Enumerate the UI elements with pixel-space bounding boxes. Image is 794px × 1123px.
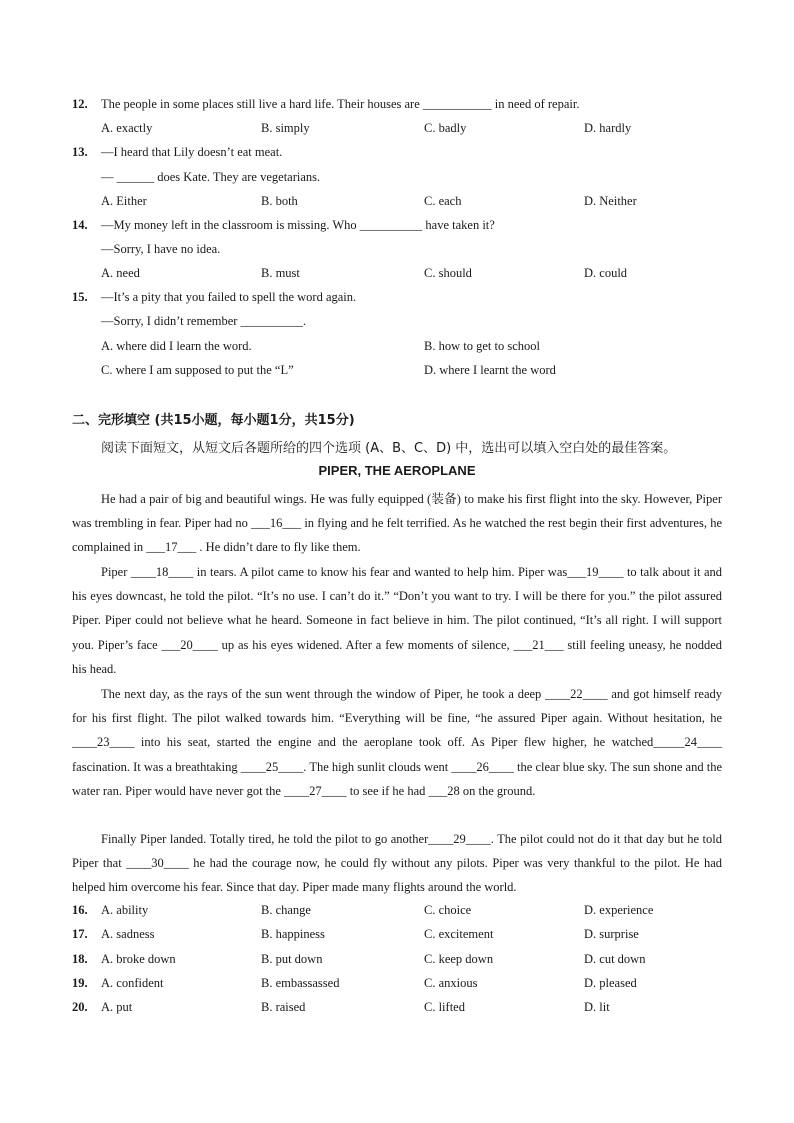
option-a[interactable]: A. where did I learn the word. xyxy=(101,339,252,353)
option-a[interactable]: A. exactly xyxy=(101,121,153,135)
option-a[interactable]: A. Either xyxy=(101,194,147,208)
option-a[interactable]: A. sadness xyxy=(101,927,155,941)
question-18-options xyxy=(72,950,732,968)
option-c[interactable]: C. excitement xyxy=(424,927,494,941)
question-17-options xyxy=(72,925,732,943)
option-b[interactable]: B. happiness xyxy=(261,927,325,941)
question-13-options xyxy=(72,192,732,210)
option-a[interactable]: A. put xyxy=(101,1000,133,1014)
question-13 xyxy=(72,143,732,161)
option-c[interactable]: C. badly xyxy=(424,121,467,135)
option-b[interactable]: B. raised xyxy=(261,1000,306,1014)
option-d[interactable]: D. pleased xyxy=(584,976,637,990)
paragraph-text: Finally Piper landed. Totally tired, he told the pilot to go another____29____. The pilot could not do it that day but he told Piper that ____30____ he had the courage now, he could fly without any pilots. Piper was very thankful to the pilot. He had helped him overcome his fear. Since that day. Piper made many flights around the world. xyxy=(72,832,722,895)
question-15-line2 xyxy=(72,312,732,330)
paragraph-text: The next day, as the rays of the sun went through the window of Piper, he took a deep ____22____ and got himself ready for his first flight. The pilot walked towards him. “Everything will be fine, “he assured Piper again. Without hesitation, he ____23____ into his seat, started the engine and the aeroplane took off. As Piper flew higher, he watched_____24____ fascination. It was a breathtaking ____25____. The high sunlit clouds went ____26____ the clear blue sky. The sun shone and the water ran. Piper would have never got the ____27____ to see if he had ___28 on the ground. xyxy=(72,687,722,798)
question-13-line2 xyxy=(72,168,732,186)
option-b[interactable]: B. how to get to school xyxy=(424,339,540,353)
question-number: 16. xyxy=(72,903,88,917)
option-c[interactable]: C. keep down xyxy=(424,952,494,966)
question-12-options xyxy=(72,119,732,137)
option-d[interactable]: D. experience xyxy=(584,903,654,917)
question-number: 13. xyxy=(72,145,88,159)
option-d[interactable]: D. where I learnt the word xyxy=(424,363,556,377)
section-heading: 二、完形填空 (共15小题，每小题1分，共15分) xyxy=(72,413,355,428)
option-c[interactable]: C. choice xyxy=(424,903,472,917)
passage-paragraph-3 xyxy=(72,682,722,803)
question-15-options-row1 xyxy=(72,337,732,355)
paragraph-text: He had a pair of big and beautiful wings. He was fully equipped (装备) to make his first flight into the sky. However, Piper was trembling in fear. Piper had no ___16___ in flying and he felt terrified. As he watched the rest begin their first adventures, he complained in ___17___ . He didn’t dare to fly like them. xyxy=(72,492,722,555)
question-20-options xyxy=(72,998,732,1016)
option-d[interactable]: D. could xyxy=(584,266,628,280)
option-a[interactable]: A. need xyxy=(101,266,140,280)
question-stem-line: —Sorry, I have no idea. xyxy=(101,242,221,256)
section-instruction: 阅读下面短文，从短文后各题所给的四个选项 (A、B、C、D) 中，选出可以填入空白处的最佳答案。 xyxy=(101,441,677,456)
option-d[interactable]: D. surprise xyxy=(584,927,639,941)
option-c[interactable]: C. each xyxy=(424,194,462,208)
option-b[interactable]: B. embassassed xyxy=(261,976,340,990)
option-c[interactable]: C. anxious xyxy=(424,976,478,990)
option-b[interactable]: B. must xyxy=(261,266,300,280)
question-19-options xyxy=(72,974,732,992)
question-15 xyxy=(72,288,732,306)
paragraph-text: Piper ____18____ in tears. A pilot came to know his fear and wanted to help him. Piper was___19____ to talk about it and his eyes downcast, he told the pilot. “It’s no use. I can’t do it.” “Don’t you want to try. I will be there for you.” the pilot assured Piper. Piper could not believe what he heard. Someone in fact believe in him. The pilot continued, “It’s all right. I will support you. Piper’s face ___20____ up as his eyes widened. After a few moments of silence, ___21___ still feeling uneasy, he nodded his head. xyxy=(72,565,722,676)
option-d[interactable]: D. Neither xyxy=(584,194,637,208)
passage-paragraph-2 xyxy=(72,560,722,681)
passage-title: PIPER, THE AEROPLANE xyxy=(318,463,476,478)
option-c[interactable]: C. lifted xyxy=(424,1000,465,1014)
option-d[interactable]: D. lit xyxy=(584,1000,610,1014)
question-stem: —It’s a pity that you failed to spell the word again. xyxy=(101,290,357,304)
question-number: 18. xyxy=(72,952,88,966)
option-b[interactable]: B. both xyxy=(261,194,298,208)
question-number: 17. xyxy=(72,927,88,941)
option-c[interactable]: C. should xyxy=(424,266,472,280)
option-c[interactable]: C. where I am supposed to put the “L” xyxy=(101,363,294,377)
passage-paragraph-4 xyxy=(72,827,722,900)
option-a[interactable]: A. confident xyxy=(101,976,164,990)
question-number: 19. xyxy=(72,976,88,990)
question-stem-line: — ______ does Kate. They are vegetarians. xyxy=(101,170,321,184)
question-number: 14. xyxy=(72,218,88,232)
question-stem: The people in some places still live a hard life. Their houses are ___________ in need of repair. xyxy=(101,97,580,111)
question-16-options xyxy=(72,901,732,919)
question-12 xyxy=(72,95,732,113)
option-d[interactable]: D. hardly xyxy=(584,121,632,135)
question-14-line2 xyxy=(72,240,732,258)
option-b[interactable]: B. put down xyxy=(261,952,323,966)
option-a[interactable]: A. broke down xyxy=(101,952,176,966)
option-d[interactable]: D. cut down xyxy=(584,952,646,966)
passage-paragraph-1 xyxy=(72,487,722,560)
question-number: 15. xyxy=(72,290,88,304)
option-a[interactable]: A. ability xyxy=(101,903,149,917)
question-number: 20. xyxy=(72,1000,88,1014)
option-b[interactable]: B. simply xyxy=(261,121,310,135)
question-stem: —I heard that Lily doesn’t eat meat. xyxy=(101,145,283,159)
option-b[interactable]: B. change xyxy=(261,903,311,917)
question-number: 12. xyxy=(72,97,88,111)
question-15-options-row2 xyxy=(72,361,732,379)
question-14-options xyxy=(72,264,732,282)
question-stem: —My money left in the classroom is missing. Who __________ have taken it? xyxy=(101,218,495,232)
question-stem-line: —Sorry, I didn’t remember __________. xyxy=(101,314,307,328)
question-14 xyxy=(72,216,732,234)
